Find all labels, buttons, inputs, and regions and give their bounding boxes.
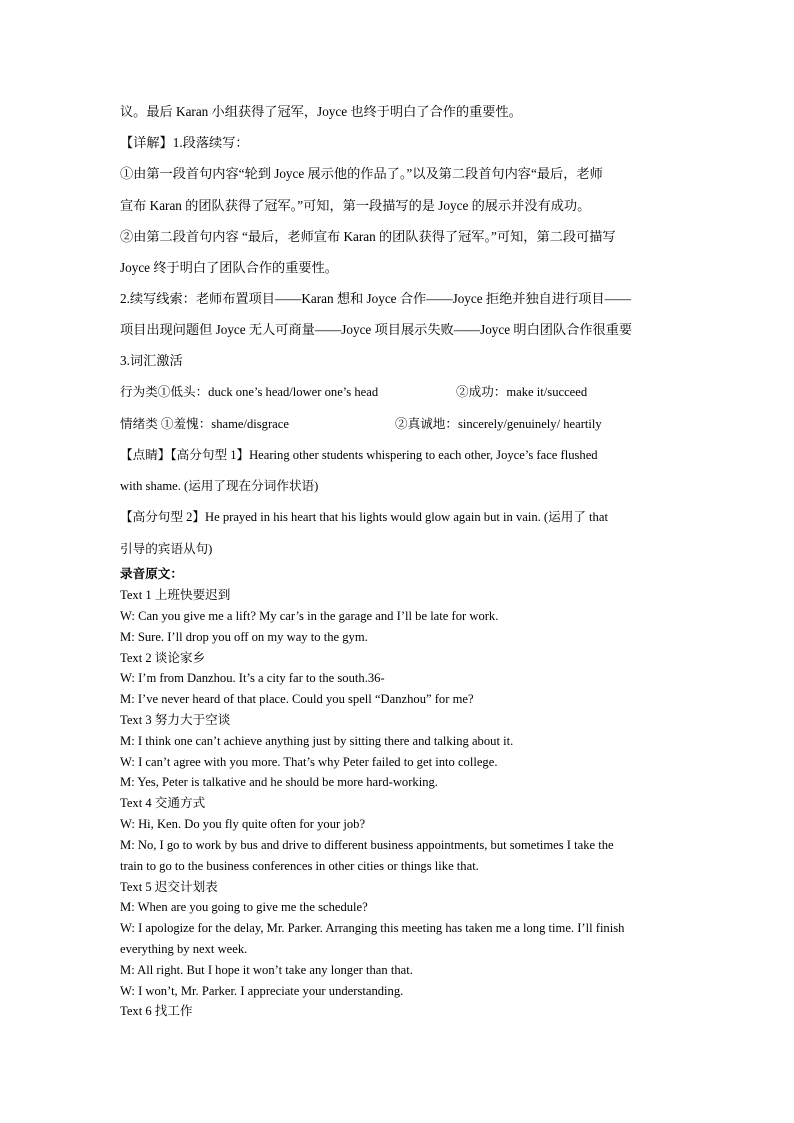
paragraph-one-line: 宣布 Karan 的团队获得了冠军。”可知，第一段描写的是 Joyce 的展示并没有成功。 <box>120 198 591 213</box>
transcript-line: W: I can’t agree with you more. That’s why Peter failed to get into college. <box>120 755 498 769</box>
transcript-line: Text 6 找工作 <box>120 1004 193 1018</box>
transcript-line: M: I think one can’t achieve anything just by sitting there and talking about it. <box>120 734 514 748</box>
transcript-line: M: No, I go to work by bus and drive to different business appointments, but sometimes I take the <box>120 838 614 852</box>
transcript-line: Text 2 谈论家乡 <box>120 651 206 665</box>
highlight-line: 【高分句型 2】He prayed in his heart that his lights would glow again but in vain. (运用了 that <box>120 510 608 524</box>
transcript-line: W: Can you give me a lift? My car’s in the garage and I’ll be late for work. <box>120 609 499 623</box>
transcript-line: W: Hi, Ken. Do you fly quite often for your job? <box>120 817 366 831</box>
highlight-line: 引导的宾语从句) <box>120 542 213 556</box>
transcript-line: W: I won’t, Mr. Parker. I appreciate your understanding. <box>120 984 404 998</box>
vocab-action-item: 行为类①低头：duck one’s head/lower one’s head <box>120 385 379 399</box>
transcript-line: Text 3 努力大于空谈 <box>120 713 231 727</box>
transcript-line: M: When are you going to give me the schedule? <box>120 900 368 914</box>
transcript-line: Text 5 迟交计划表 <box>120 880 218 894</box>
transcript-line: everything by next week. <box>120 942 248 956</box>
transcript-line: W: I apologize for the delay, Mr. Parker. Arranging this meeting has taken me a long time. I’ll finish <box>120 921 625 935</box>
vocab-emotion-item: ②真诚地：sincerely/genuinely/ heartily <box>395 417 602 431</box>
transcript-line: M: All right. But I hope it won’t take any longer than that. <box>120 963 413 977</box>
transcript-line: M: Sure. I’ll drop you off on my way to the gym. <box>120 630 368 644</box>
transcript-line: Text 1 上班快要迟到 <box>120 588 231 602</box>
transcript-line: M: Yes, Peter is talkative and he should be more hard-working. <box>120 775 438 789</box>
clue-line: 2.续写线索：老师布置项目——Karan 想和 Joyce 合作——Joyce 拒绝并独自进行项目—— <box>120 291 631 306</box>
transcript-line: Text 4 交通方式 <box>120 796 206 810</box>
vocab-action-item: ②成功：make it/succeed <box>456 385 588 399</box>
highlight-line: with shame. (运用了现在分词作状语) <box>120 479 319 493</box>
vocab-emotion-item: 情绪类 ①羞愧：shame/disgrace <box>120 417 289 431</box>
transcript-line: train to go to the business conferences in other cities or things like that. <box>120 859 479 873</box>
transcript-heading: 录音原文： <box>120 567 183 581</box>
detail-heading: 【详解】1.段落续写： <box>120 135 249 150</box>
paragraph-two-line: Joyce 终于明白了团队合作的重要性。 <box>120 260 338 275</box>
paragraph-two-line: ②由第二段首句内容 “最后，老师宣布 Karan 的团队获得了冠军。”可知，第二段可描写 <box>120 229 616 244</box>
transcript-line: W: I’m from Danzhou. It’s a city far to the south.36- <box>120 671 385 685</box>
vocab-heading: 3.词汇激活 <box>120 353 183 368</box>
highlight-line: 【点睛】【高分句型 1】Hearing other students whispering to each other, Joyce’s face flushed <box>120 448 598 462</box>
transcript-line: M: I’ve never heard of that place. Could you spell “Danzhou” for me? <box>120 692 474 706</box>
paragraph-one-line: ①由第一段首句内容“轮到 Joyce 展示他的作品了。”以及第二段首句内容“最后，老师 <box>120 166 603 181</box>
clue-line: 项目出现问题但 Joyce 无人可商量——Joyce 项目展示失败——Joyce 明白团队合作很重要 <box>120 322 633 337</box>
explanation-line: 议。最后 Karan 小组获得了冠军，Joyce 也终于明白了合作的重要性。 <box>120 104 522 119</box>
